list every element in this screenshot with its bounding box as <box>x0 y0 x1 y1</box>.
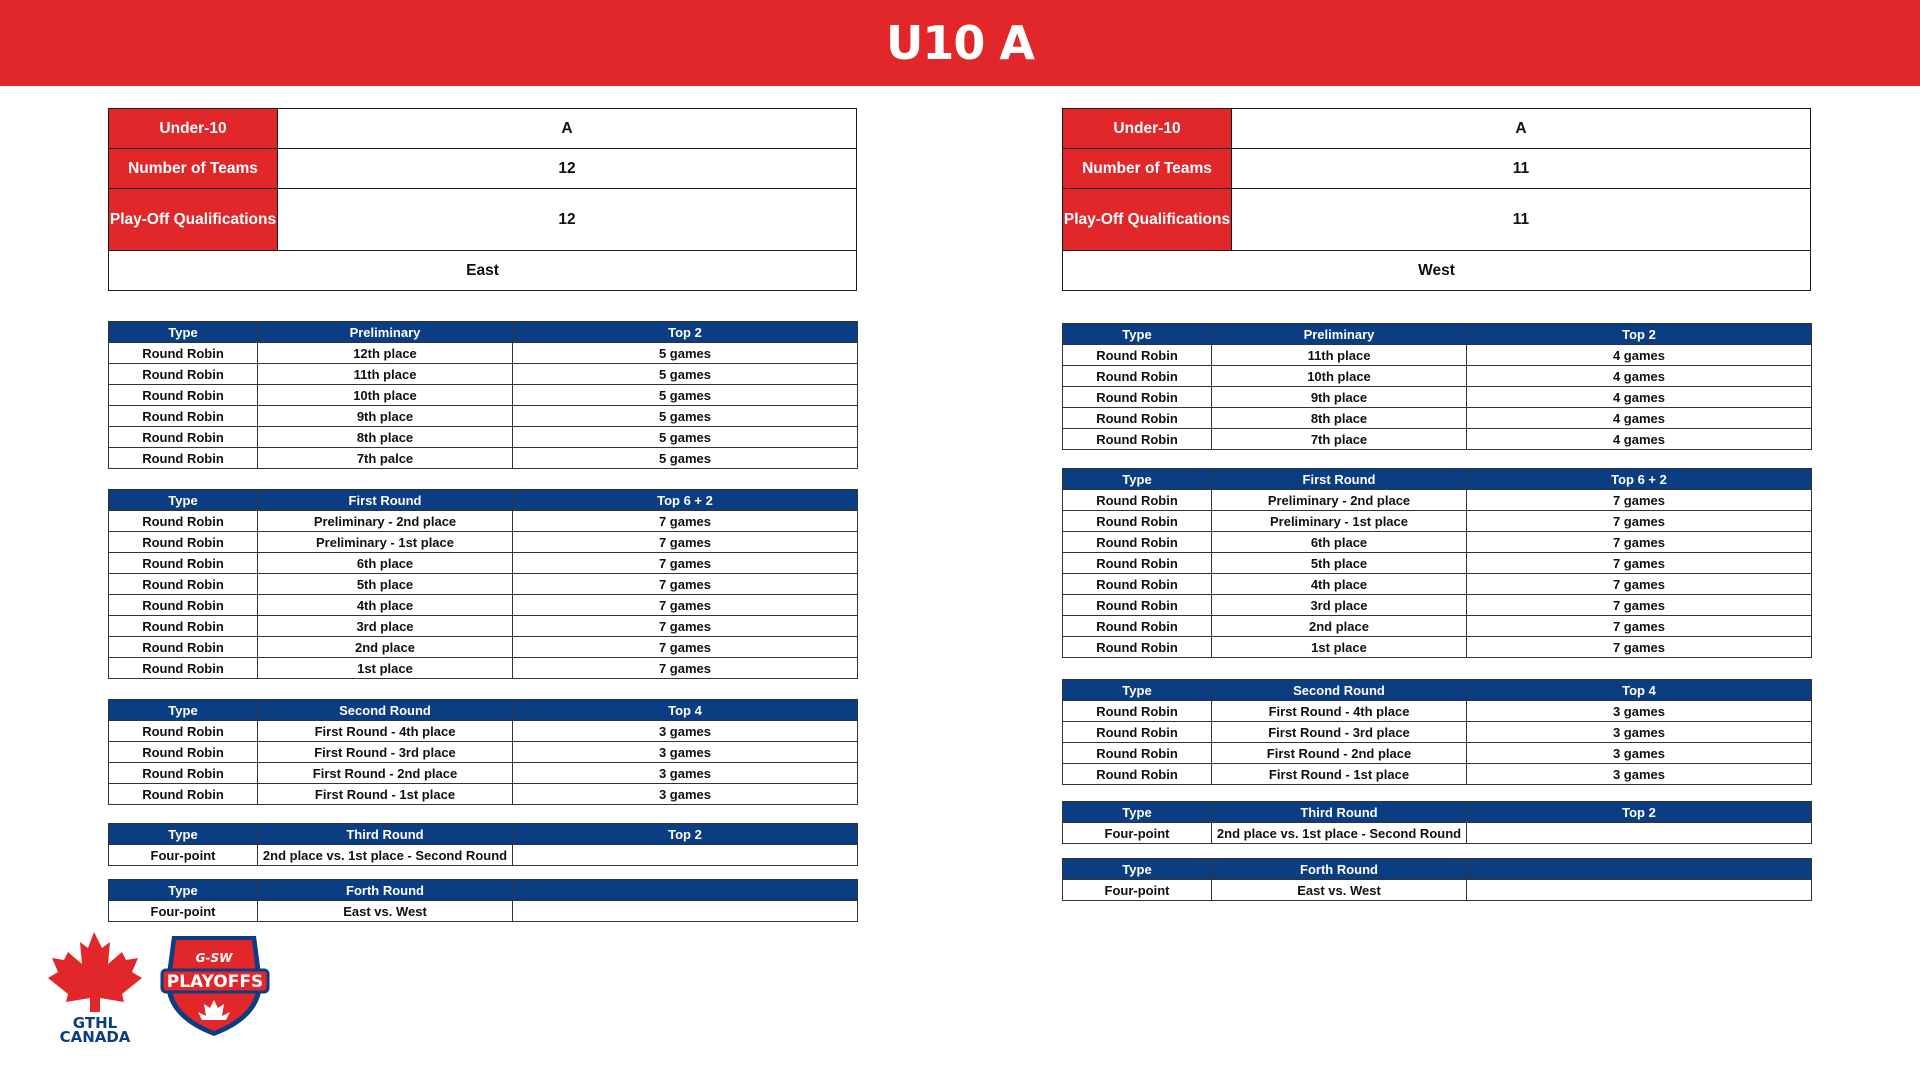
table-cell: 7 games <box>1467 595 1812 616</box>
table-cell: 4 games <box>1467 408 1812 429</box>
east-info-panel <box>108 108 857 291</box>
table-row <box>109 784 858 805</box>
table-cell: 7 games <box>1467 532 1812 553</box>
table-cell: 8th place <box>258 427 513 448</box>
table-header-row <box>109 700 858 721</box>
table-cell: 3 games <box>1467 701 1812 722</box>
table-row <box>109 901 858 922</box>
table-cell: Round Robin <box>1063 553 1212 574</box>
west-teams-label: Number of Teams <box>1063 149 1232 189</box>
table-row <box>1063 823 1812 844</box>
table-row <box>1063 701 1812 722</box>
table-cell: Four-point <box>1063 823 1212 844</box>
table-header-row <box>109 880 858 901</box>
table-cell: 5 games <box>513 448 858 469</box>
table-cell: Round Robin <box>109 595 258 616</box>
table-cell <box>1467 880 1812 901</box>
east-info-table <box>108 108 857 291</box>
table-cell: Round Robin <box>109 721 258 742</box>
table-cell: 9th place <box>1212 387 1467 408</box>
page-title: U10 A <box>886 16 1034 70</box>
table-cell: First Round - 3rd place <box>258 742 513 763</box>
table-cell: 5th place <box>258 574 513 595</box>
maple-leaf-icon <box>48 932 142 1012</box>
table-row <box>1063 553 1812 574</box>
column-header: Type <box>109 322 258 343</box>
east-schedule-table <box>108 489 858 679</box>
table-row <box>1063 429 1812 450</box>
west-info-table <box>1062 108 1811 291</box>
table-cell: 7 games <box>1467 637 1812 658</box>
table-row <box>1063 574 1812 595</box>
table-header-row <box>109 490 858 511</box>
west-schedule-table <box>1062 323 1812 450</box>
table-cell: Round Robin <box>1063 511 1212 532</box>
column-header <box>513 880 858 901</box>
table-cell: First Round - 2nd place <box>258 763 513 784</box>
east-schedule-table <box>108 879 858 922</box>
east-playoff: 12 <box>278 189 857 251</box>
column-header: Type <box>109 700 258 721</box>
table-row <box>109 763 858 784</box>
table-row <box>109 637 858 658</box>
table-row <box>109 616 858 637</box>
table-cell <box>513 901 858 922</box>
table-row <box>109 595 858 616</box>
table-cell: 7th palce <box>258 448 513 469</box>
table-cell: First Round - 3rd place <box>1212 722 1467 743</box>
west-schedule-table <box>1062 679 1812 785</box>
table-cell: 4 games <box>1467 366 1812 387</box>
table-cell: 7 games <box>1467 553 1812 574</box>
table-cell: 2nd place vs. 1st place - Second Round <box>1212 823 1467 844</box>
west-schedule-table <box>1062 858 1812 901</box>
logos <box>38 932 298 1042</box>
column-header: Type <box>1063 859 1212 880</box>
table-cell: Round Robin <box>109 574 258 595</box>
table-cell: 8th place <box>1212 408 1467 429</box>
table-cell: Preliminary - 1st place <box>1212 511 1467 532</box>
column-header: First Round <box>258 490 513 511</box>
west-schedule-table <box>1062 468 1812 658</box>
table-cell: First Round - 4th place <box>1212 701 1467 722</box>
table-cell: 10th place <box>1212 366 1467 387</box>
table-row <box>109 553 858 574</box>
west-teams: 11 <box>1232 149 1811 189</box>
table-row <box>1063 880 1812 901</box>
table-cell: 3 games <box>1467 722 1812 743</box>
table-cell: 3 games <box>513 721 858 742</box>
west-age-label: Under-10 <box>1063 109 1232 149</box>
table-cell: 5 games <box>513 343 858 364</box>
table-row <box>109 658 858 679</box>
west-playoff-label: Play-Off Qualifications <box>1063 189 1232 251</box>
table-cell: Round Robin <box>109 784 258 805</box>
column-header: Type <box>1063 469 1212 490</box>
table-cell: 5 games <box>513 385 858 406</box>
table-cell: Round Robin <box>109 658 258 679</box>
table-row <box>1063 637 1812 658</box>
table-cell: Round Robin <box>1063 595 1212 616</box>
table-cell: Round Robin <box>1063 764 1212 785</box>
table-cell: Round Robin <box>1063 616 1212 637</box>
table-row <box>1063 366 1812 387</box>
table-row <box>109 448 858 469</box>
table-row <box>1063 764 1812 785</box>
table-row <box>109 742 858 763</box>
table-cell: 5 games <box>513 427 858 448</box>
column-header: Preliminary <box>1212 324 1467 345</box>
column-header: Top 6 + 2 <box>513 490 858 511</box>
east-level: A <box>278 109 857 149</box>
table-cell: Round Robin <box>109 616 258 637</box>
table-cell: 7 games <box>1467 490 1812 511</box>
column-header: Type <box>109 880 258 901</box>
table-header-row <box>109 322 858 343</box>
table-cell: Round Robin <box>109 742 258 763</box>
table-cell: 3 games <box>513 763 858 784</box>
table-cell: 3 games <box>513 742 858 763</box>
table-row <box>109 385 858 406</box>
column-header: Top 2 <box>513 824 858 845</box>
table-cell: Round Robin <box>1063 490 1212 511</box>
table-cell: Round Robin <box>109 364 258 385</box>
table-cell: Round Robin <box>109 511 258 532</box>
table-cell: 7 games <box>1467 511 1812 532</box>
east-division-name: East <box>109 251 857 291</box>
table-cell: 3 games <box>513 784 858 805</box>
column-header: Preliminary <box>258 322 513 343</box>
table-cell: 4th place <box>258 595 513 616</box>
table-cell: Round Robin <box>1063 429 1212 450</box>
table-cell: 4 games <box>1467 429 1812 450</box>
table-cell: First Round - 4th place <box>258 721 513 742</box>
table-row <box>1063 345 1812 366</box>
west-info-panel <box>1062 108 1811 291</box>
table-cell: Round Robin <box>1063 637 1212 658</box>
column-header: Type <box>109 490 258 511</box>
table-cell: Round Robin <box>1063 408 1212 429</box>
table-cell: 5 games <box>513 406 858 427</box>
table-cell: Round Robin <box>109 532 258 553</box>
table-cell: 7 games <box>513 574 858 595</box>
east-teams-label: Number of Teams <box>109 149 278 189</box>
east-teams: 12 <box>278 149 857 189</box>
table-cell: Preliminary - 2nd place <box>1212 490 1467 511</box>
table-cell: 4 games <box>1467 387 1812 408</box>
table-cell: 3rd place <box>1212 595 1467 616</box>
table-row <box>109 427 858 448</box>
table-cell: Round Robin <box>1063 532 1212 553</box>
table-cell: Round Robin <box>109 427 258 448</box>
table-cell: 10th place <box>258 385 513 406</box>
table-cell: Round Robin <box>1063 366 1212 387</box>
table-cell: 7 games <box>513 511 858 532</box>
table-cell: Four-point <box>109 845 258 866</box>
column-header: Top 2 <box>1467 324 1812 345</box>
table-cell: 7 games <box>1467 616 1812 637</box>
table-cell: 7 games <box>513 532 858 553</box>
table-cell: 4th place <box>1212 574 1467 595</box>
table-cell: 1st place <box>258 658 513 679</box>
table-cell: Round Robin <box>109 553 258 574</box>
table-cell: 7th place <box>1212 429 1467 450</box>
table-cell: Round Robin <box>1063 701 1212 722</box>
east-playoff-label: Play-Off Qualifications <box>109 189 278 251</box>
table-header-row <box>1063 680 1812 701</box>
table-cell: 1st place <box>1212 637 1467 658</box>
west-playoff: 11 <box>1232 189 1811 251</box>
column-header: Third Round <box>1212 802 1467 823</box>
table-cell: 6th place <box>258 553 513 574</box>
table-cell <box>513 845 858 866</box>
table-cell: 7 games <box>1467 574 1812 595</box>
playoffs-text: PLAYOFFS <box>166 972 264 992</box>
column-header: Second Round <box>258 700 513 721</box>
gthl-text-line1: GTHL <box>72 1014 118 1032</box>
table-cell: 9th place <box>258 406 513 427</box>
table-row <box>1063 408 1812 429</box>
column-header: Second Round <box>1212 680 1467 701</box>
table-row <box>109 721 858 742</box>
gthl-text-line2: CANADA <box>59 1028 131 1042</box>
table-row <box>109 343 858 364</box>
table-header-row <box>1063 859 1812 880</box>
title-banner <box>0 0 1920 86</box>
table-cell: Round Robin <box>109 406 258 427</box>
table-cell: East vs. West <box>1212 880 1467 901</box>
table-cell: Four-point <box>109 901 258 922</box>
table-cell: 7 games <box>513 553 858 574</box>
table-cell: Round Robin <box>1063 574 1212 595</box>
table-row <box>1063 743 1812 764</box>
column-header: Top 4 <box>513 700 858 721</box>
east-schedule-table <box>108 823 858 866</box>
table-row <box>109 845 858 866</box>
column-header: Forth Round <box>258 880 513 901</box>
table-header-row <box>1063 802 1812 823</box>
table-cell: 5 games <box>513 364 858 385</box>
table-cell: Round Robin <box>109 763 258 784</box>
table-cell: 11th place <box>258 364 513 385</box>
table-cell <box>1467 823 1812 844</box>
table-row <box>109 574 858 595</box>
table-cell: 7 games <box>513 658 858 679</box>
table-cell: Preliminary - 1st place <box>258 532 513 553</box>
column-header: Type <box>1063 802 1212 823</box>
table-cell: Round Robin <box>1063 345 1212 366</box>
column-header: Third Round <box>258 824 513 845</box>
table-cell: 11th place <box>1212 345 1467 366</box>
table-cell: 7 games <box>513 595 858 616</box>
east-schedule-table <box>108 321 858 469</box>
table-cell: First Round - 1st place <box>258 784 513 805</box>
column-header: Top 2 <box>513 322 858 343</box>
column-header: Forth Round <box>1212 859 1467 880</box>
table-cell: Four-point <box>1063 880 1212 901</box>
gsw-text: G-SW <box>195 951 233 965</box>
column-header: Type <box>1063 324 1212 345</box>
table-cell: Round Robin <box>1063 743 1212 764</box>
table-cell: Preliminary - 2nd place <box>258 511 513 532</box>
table-cell: Round Robin <box>109 343 258 364</box>
table-cell: Round Robin <box>1063 722 1212 743</box>
table-cell: 7 games <box>513 637 858 658</box>
west-division-name: West <box>1063 251 1811 291</box>
table-row <box>109 406 858 427</box>
table-row <box>1063 595 1812 616</box>
column-header: Top 2 <box>1467 802 1812 823</box>
table-cell: 3 games <box>1467 764 1812 785</box>
east-schedule-table <box>108 699 858 805</box>
west-schedule-table <box>1062 801 1812 844</box>
table-cell: East vs. West <box>258 901 513 922</box>
table-cell: 4 games <box>1467 345 1812 366</box>
table-row <box>1063 616 1812 637</box>
table-row <box>109 364 858 385</box>
west-level: A <box>1232 109 1811 149</box>
column-header: Type <box>1063 680 1212 701</box>
table-cell: 3 games <box>1467 743 1812 764</box>
east-age-label: Under-10 <box>109 109 278 149</box>
table-cell: Round Robin <box>109 637 258 658</box>
column-header: Top 4 <box>1467 680 1812 701</box>
table-cell: First Round - 1st place <box>1212 764 1467 785</box>
table-row <box>1063 511 1812 532</box>
table-cell: 2nd place <box>258 637 513 658</box>
table-row <box>1063 532 1812 553</box>
table-cell: 12th place <box>258 343 513 364</box>
table-cell: 7 games <box>513 616 858 637</box>
table-cell: 2nd place vs. 1st place - Second Round <box>258 845 513 866</box>
table-cell: 6th place <box>1212 532 1467 553</box>
logo-graphics <box>38 932 298 1042</box>
table-cell: First Round - 2nd place <box>1212 743 1467 764</box>
table-header-row <box>1063 469 1812 490</box>
table-row <box>109 532 858 553</box>
table-header-row <box>109 824 858 845</box>
table-row <box>1063 490 1812 511</box>
table-cell: 3rd place <box>258 616 513 637</box>
table-header-row <box>1063 324 1812 345</box>
table-cell: 5th place <box>1212 553 1467 574</box>
table-cell: 2nd place <box>1212 616 1467 637</box>
column-header: Top 6 + 2 <box>1467 469 1812 490</box>
table-cell: Round Robin <box>1063 387 1212 408</box>
table-cell: Round Robin <box>109 448 258 469</box>
table-cell: Round Robin <box>109 385 258 406</box>
table-row <box>1063 722 1812 743</box>
column-header <box>1467 859 1812 880</box>
table-row <box>1063 387 1812 408</box>
column-header: Type <box>109 824 258 845</box>
table-row <box>109 511 858 532</box>
column-header: First Round <box>1212 469 1467 490</box>
